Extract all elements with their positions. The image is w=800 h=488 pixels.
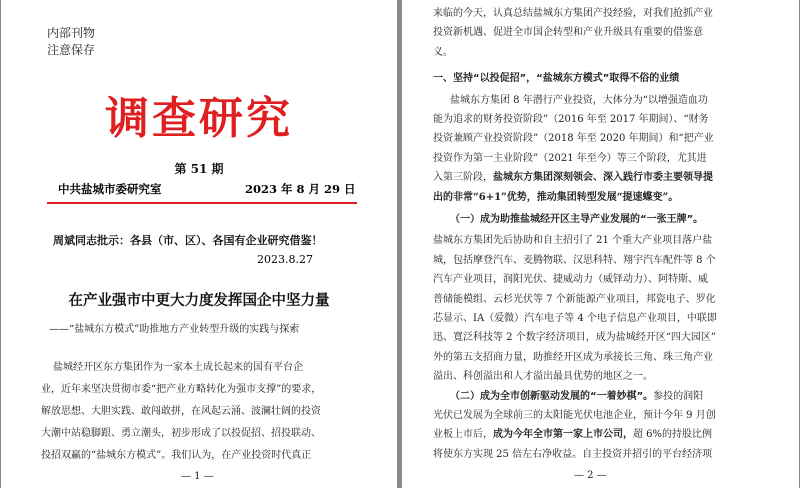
red-divider (47, 202, 357, 204)
body-line: 盐城东方集团先后协助和自主招引了 21 个重大产业项目落户盐 (433, 235, 713, 247)
body-line: 汽车产业项目，润阳光伏、捷威动力（威铎动力）、阿特斯、威 (433, 274, 708, 286)
leader-instruction: 周斌同志批示：各县（市、区）、各国有企业研究借鉴！ (53, 234, 323, 247)
subsection-heading: （一）成为助推盐城经开区主导产业发展的“一张王牌”。 (450, 214, 704, 225)
subsection-heading: （二）成为全市创新驱动发展的“一着妙棋”。 (450, 390, 654, 402)
body-line: 溢出、科创溢出和人才溢出最具优势的地区之一。 (433, 371, 653, 383)
bold-text: 成为今年全市第一家上市公司， (493, 429, 633, 441)
body-line: 盐城经开区东方集团作为一家本土成长起来的国有平台企 (53, 362, 303, 373)
masthead-title: 调查研究 (105, 93, 293, 144)
body-line: 城，包括摩登汽车、麦腾物联、汉思科特、翔宇汽车配件等 8 个 (433, 254, 716, 266)
issue-number: 第 51 期 (174, 162, 224, 176)
body-line: 外的第五支招商力量，助推经开区成为承接长三角、珠三角产业 (433, 351, 713, 363)
body-line: 投招双赢的“盐城东方模式”。我们认为，在产业投资时代真正 (41, 450, 312, 461)
body-line: 光伏已发展为全球前三的太阳能光伏电池企业，预计今年 9 月创 (433, 410, 716, 421)
body-text: 入第三阶段， (433, 172, 493, 184)
body-line: 投资作为第一主业阶段”（2021 年至今）等三个阶段，尤其进 (433, 152, 707, 164)
publishing-organization: 中共盐城市委研究室 (58, 182, 162, 196)
section-heading: 一、坚持“以投促招”，“盐城东方模式”取得不俗的业绩 (433, 73, 680, 85)
body-text: 参投的润阳 (653, 390, 704, 402)
body-line: 盐城东方集团 8 年潜行产业投资，大体分为“以增强造血功 (450, 94, 708, 106)
body-line: 解放思想、大胆实践、敢闯敢拼，在风起云涌、波澜壮阔的投资 (41, 406, 321, 417)
bold-body-line: 出的非常“6+1”优势，推动集团转型发展“提速蝶变”。 (433, 191, 679, 203)
body-line (450, 387, 703, 402)
body-text: 业板上市后， (433, 429, 493, 441)
body-line: 大潮中站稳脚跟、勇立潮头，初步形成了以投促招、招投联动、 (41, 428, 321, 439)
publication-date: 2023 年 8 月 29 日 (245, 182, 356, 196)
body-line: 迅、寬泛科技等 2 个数字经济项目，成为盐城经开区“四大园区” (433, 332, 716, 344)
body-line (433, 168, 713, 183)
article-subtitle: ——“盐城东方模式”助推地方产业转型升级的实践与探索 (49, 324, 300, 335)
body-line: 芯显示、IA（爱微）汽车电子等 4 个电子信息产业项目，中联即 (433, 313, 717, 324)
internal-publication-label: 内部刊物 (47, 26, 96, 40)
article-headline: 在产业强市中更大力度发挥国企中坚力量 (68, 292, 330, 309)
body-text: 超 6%的持股比例 (633, 429, 713, 441)
body-line (433, 425, 712, 440)
page-number: — 2 — (574, 470, 607, 481)
page-number: — 1 — (181, 471, 214, 482)
body-line: 业，近年来坚决贯彻市委“把产业方略转化为强市支撑”的要求， (41, 384, 322, 395)
keep-safe-label: 注意保存 (47, 43, 96, 57)
body-line: 将使东方实现 25 倍左右净收益。自主投资并招引的平台经济项 (433, 448, 713, 460)
document-page-1 (1, 0, 397, 488)
document-page-2 (402, 0, 799, 488)
body-line: 来临的今天，认真总结盐城东方集团产投经验，对我们抢抓产业 (433, 8, 713, 19)
body-line: 能为追求的财务投资阶段”（2016 年至 2017 年期间）、“财务 (433, 114, 709, 125)
body-line: 投资兼顾产业投资阶段”（2018 年至 2020 年期间）和“把产业 (433, 133, 714, 145)
instruction-date: 2023.8.27 (257, 253, 313, 266)
body-line: 投资新机遇、促进全市国企转型和产业升级具有重要的借鉴意 (433, 27, 703, 39)
bold-text: 盐城东方集团深刻领会、深入践行市委主要领导提 (493, 172, 713, 184)
body-line: 普储能模组、云杉光伏等 7 个新能源产业项目，邦瓷电子、罗化 (433, 293, 716, 305)
body-line: 义。 (433, 46, 453, 58)
